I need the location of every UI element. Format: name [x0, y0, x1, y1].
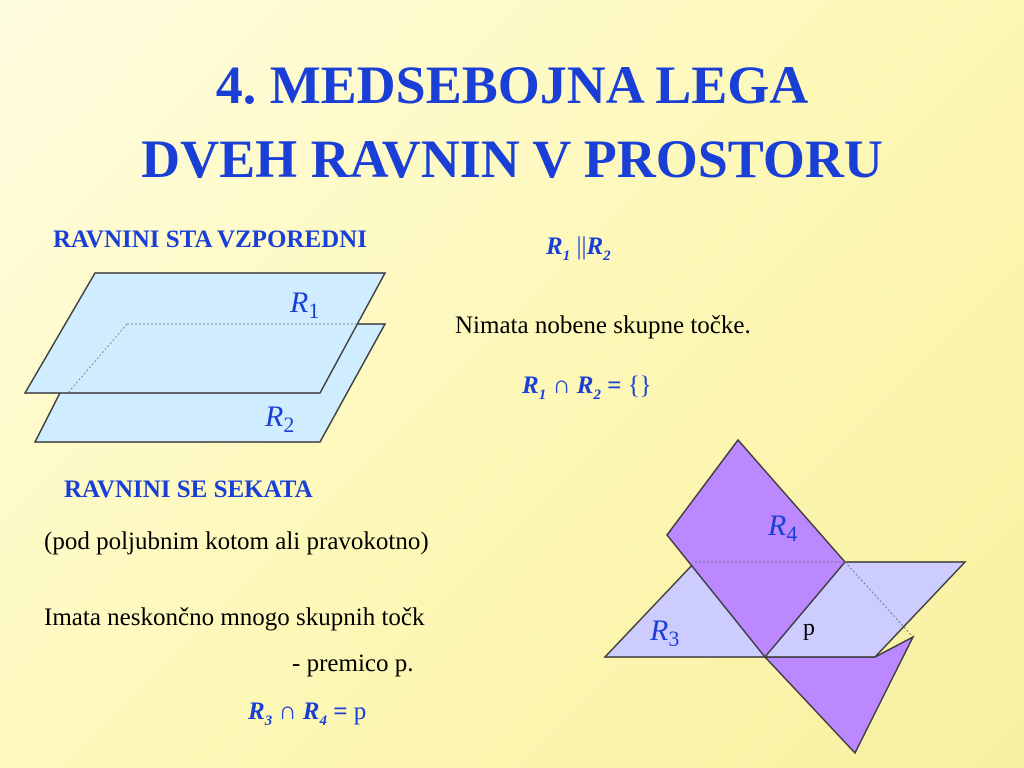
intersecting-heading: RAVNINI SE SEKATA	[64, 476, 313, 503]
plane-r1-label: $R_1$	[290, 286, 320, 323]
title-line-2: DVEH RAVNIN V PROSTORU	[141, 129, 883, 189]
parallel-intersection-formula: $R_1$ ∩ $R_2$ = {}	[522, 372, 652, 403]
intersecting-intersection-formula: $R_3$ ∩ $R_4 = p$	[248, 698, 367, 729]
intersecting-description-2: - premico p.	[292, 650, 414, 677]
intersecting-note: (pod poljubnim kotom ali pravokotno)	[44, 528, 429, 555]
plane-r3-label: $R_3$	[650, 614, 680, 651]
line-p-label: p	[803, 615, 815, 641]
plane-r2-label: $R_2$	[265, 400, 295, 437]
plane-r4-label: $R_4$	[768, 509, 798, 546]
parallel-heading: RAVNINI STA VZPOREDNI	[53, 226, 367, 253]
title-line-1: 4. MEDSEBOJNA LEGA	[215, 55, 809, 115]
parallel-notation: $R_1$ $||R_2$	[546, 233, 611, 264]
parallel-description: Nimata nobene skupne točke.	[455, 312, 751, 339]
intersecting-planes-diagram	[600, 435, 970, 760]
intersecting-description-1: Imata neskončno mnogo skupnih točk	[44, 604, 425, 631]
parallel-planes-diagram	[0, 260, 420, 460]
